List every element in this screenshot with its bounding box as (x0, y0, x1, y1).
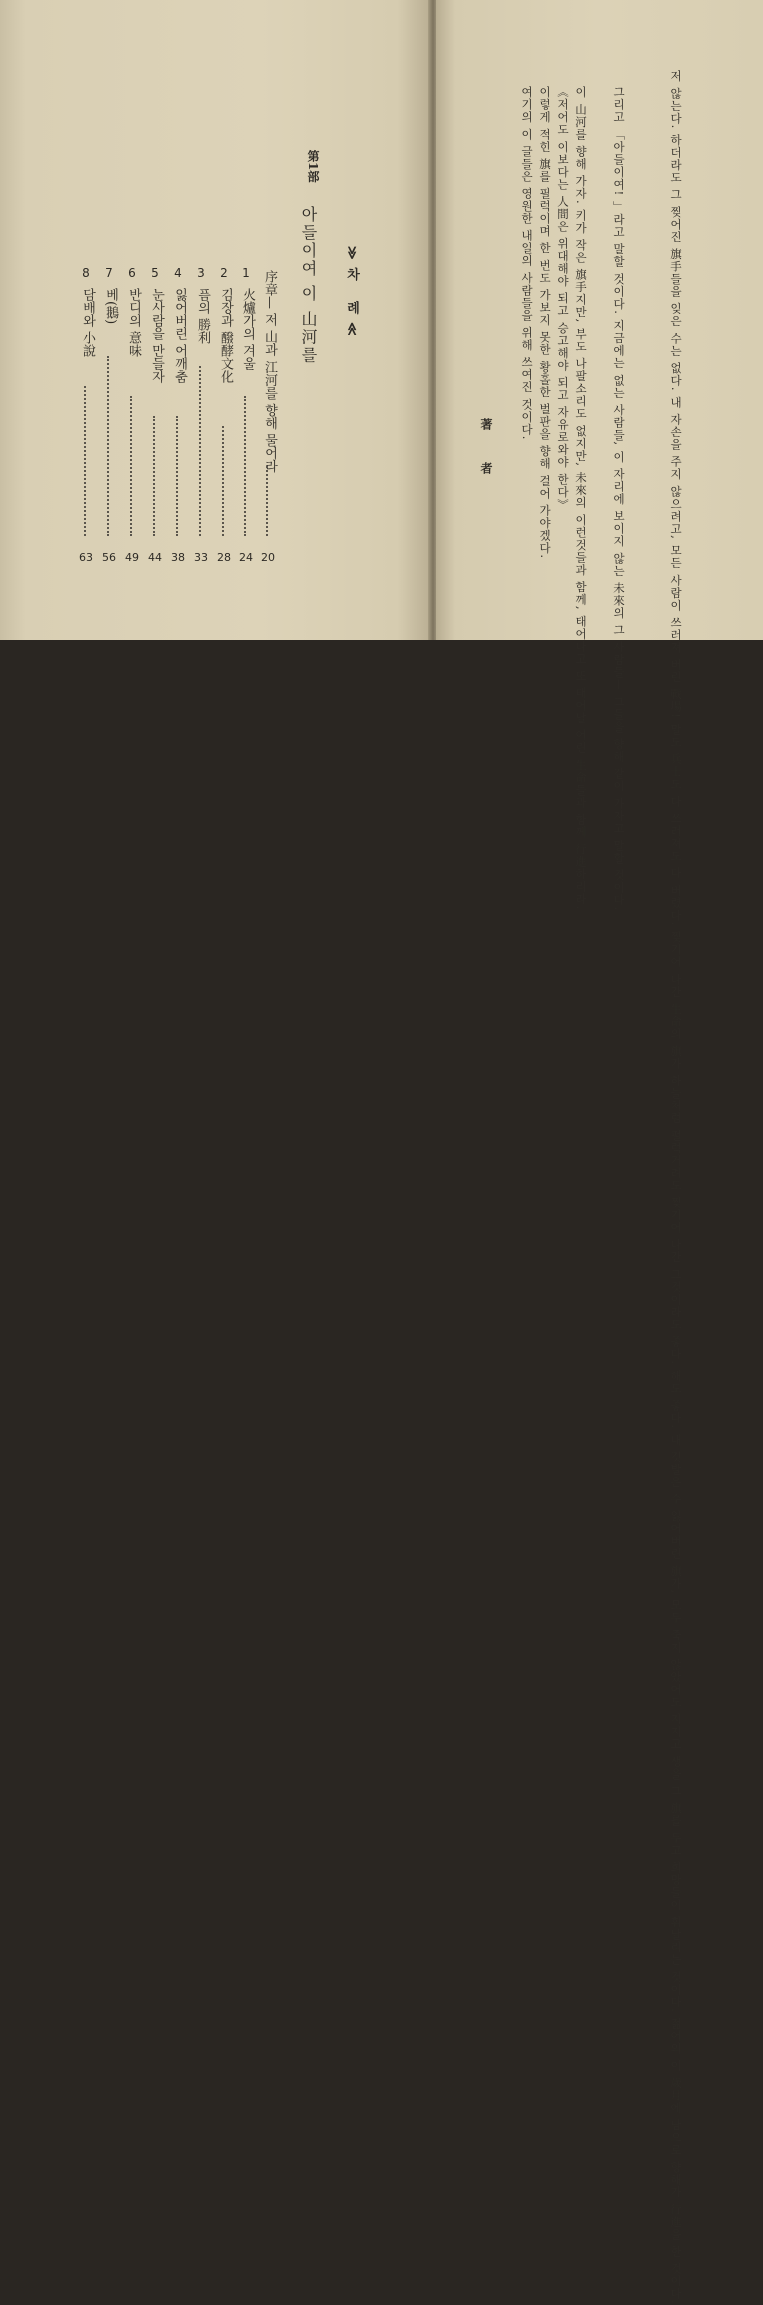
toc-entry-title: 잃어버린 어깨춤 (172, 288, 187, 384)
toc-entry-number: 7 (105, 266, 113, 280)
left-page-toc (0, 0, 432, 640)
toc-entry-title: 눈사람을 만들자 (149, 288, 164, 384)
preface-paragraph: 그리고 「아들이여! 」라고 말할 것이다. 지금에는 없는 사람들, 이 자리에 보이지 않는 未來의 그 사람들— 그들을 향해 같이 가자고 말할 것이다. (612, 86, 626, 912)
toc-entry-page: 63 (79, 551, 93, 564)
toc-entry (191, 266, 211, 564)
toc-entry-number: 2 (220, 266, 228, 280)
toc-entry (145, 266, 165, 564)
toc-entry-page: 49 (125, 551, 139, 564)
toc-entry (168, 266, 188, 564)
toc-entry-title: 담배와 小說 (80, 288, 95, 358)
preface-paragraph: 《저어도 이보다는 人間은 위대해야 되고 승고해야 되고 자유로와야 한다》 (556, 86, 570, 511)
part-title: 아들이여 이 山河를 (299, 206, 318, 365)
toc-entry-number: 1 (242, 266, 250, 280)
toc-entry-page: 20 (261, 551, 275, 564)
preface-paragraph: 저 않는다. 하더라도 그 찢어진 旗手들을 잊은 수는 없다. 내 자손을 주지 않으려고, 모든 사람이 쓰러져 버린 戰場! 말도 兵士도 다 쓰러져도 다 버렸다. 찢기어 나간 生命의 旗가 하늘처럼 펄럭거려도 찢기어 나간 그것이라도 좋다. 해도 좋다. 내 깃발은 수 잃어버린 旗가, 모두 죽지 않았어도 지지고 생을 그 旗를 두고 희망들이 휘날리는 것이다. 젊어의 이 歲月에 남으로 향해가 行進을 한 것이다. (669, 70, 683, 2305)
leader-dots (222, 426, 226, 536)
toc-entry-page: 44 (148, 551, 162, 564)
leader-dots (266, 466, 270, 536)
toc-entry-page: 28 (217, 551, 231, 564)
toc-entry (99, 266, 119, 564)
toc-entry (236, 266, 256, 564)
leader-dots (84, 386, 88, 536)
toc-entry-title: 김장과 醱酵文化 (218, 288, 233, 384)
leader-dots (199, 366, 203, 536)
preface-paragraph: 이 山河를 향해 가자. 키가 작은 旗手지만, 부도 나팔소리도 없지만, 未來의 이런것들과 함께, 태어나고 또 태어날 어린 生命들과 함께 行進하리라. (574, 86, 588, 911)
preface-paragraph: 이렇게 적힌 旗를 필럭이며 한 번도 가보지 못한 황홀한 벌판을 향해 걸어 가야겠다. (538, 86, 552, 560)
leader-dots (176, 416, 180, 536)
toc-entry-page: 38 (171, 551, 185, 564)
toc-entry-number: 4 (174, 266, 182, 280)
leader-dots (153, 416, 157, 536)
preface-paragraph: 여기의 이 글들은 영원한 내일의 사람들을 위해 쓰여진 것이다. (520, 86, 534, 441)
toc-entry-page: 33 (194, 551, 208, 564)
toc-entry (76, 266, 96, 564)
toc-heading: ≫차 례≪ (344, 246, 359, 344)
toc-entry-number: 8 (82, 266, 90, 280)
toc-entry (122, 266, 142, 564)
toc-entry-title: 베(鵝) (103, 288, 118, 325)
toc-entry-number: 6 (128, 266, 136, 280)
toc-entry-page: 56 (102, 551, 116, 564)
toc-entry-page: 24 (239, 551, 253, 564)
toc-entry-title: 픔의 勝利 (195, 288, 210, 345)
right-page-preface (436, 0, 763, 2305)
toc-entry-number: 3 (197, 266, 205, 280)
part-label: 第1部 (306, 150, 320, 183)
leader-dots (107, 356, 111, 536)
preface-author: 著 者 (479, 418, 493, 489)
toc-entry-prologue (258, 266, 278, 564)
toc-entry (214, 266, 234, 564)
toc-entry-title: 火爐가의 겨울 (240, 288, 255, 371)
toc-entry-title: 序章— 저 山과 江河를 향해 물어라 (262, 270, 277, 473)
leader-dots (244, 396, 248, 536)
toc-entry-number: 5 (151, 266, 159, 280)
toc-entry-title: 반디의 意味 (126, 288, 141, 358)
leader-dots (130, 396, 134, 536)
